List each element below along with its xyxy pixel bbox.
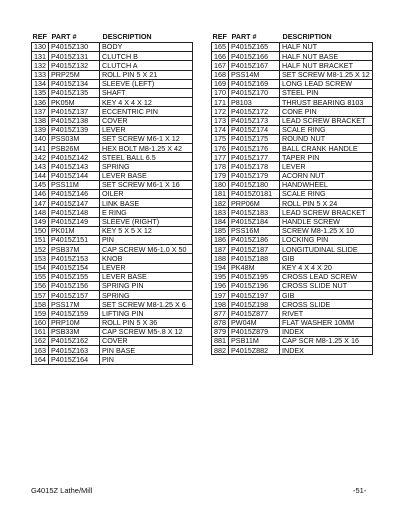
description-cell: CROSS LEAD SCREW <box>280 272 373 281</box>
part-number-cell: P4015Z188 <box>229 254 280 263</box>
ref-cell: 188 <box>212 254 229 263</box>
description-cell: LIFTING PIN <box>100 309 193 318</box>
ref-cell: 179 <box>212 171 229 180</box>
part-number-cell: P4015Z179 <box>229 171 280 180</box>
table-row <box>32 107 193 116</box>
table-row <box>32 208 193 217</box>
part-number-cell: P4015Z139 <box>49 125 100 134</box>
ref-cell: 150 <box>32 226 49 235</box>
table-row <box>32 291 193 300</box>
part-number-cell: P4015Z144 <box>49 171 100 180</box>
description-cell: RIVET <box>280 309 373 318</box>
description-cell: LEVER <box>100 263 193 272</box>
description-cell: ROUND NUT <box>280 134 373 143</box>
description-cell: CONE PIN <box>280 107 373 116</box>
ref-cell: 163 <box>32 346 49 355</box>
table-row <box>212 190 373 199</box>
description-cell: SCALE RING <box>280 190 373 199</box>
description-cell: HALF NUT <box>280 43 373 52</box>
table-row <box>212 245 373 254</box>
table-row <box>212 272 373 281</box>
ref-cell: 184 <box>212 217 229 226</box>
part-number-cell: P4015Z143 <box>49 162 100 171</box>
part-number-cell: P4015Z130 <box>49 43 100 52</box>
ref-cell: 162 <box>32 337 49 346</box>
part-number-cell: P4015Z165 <box>229 43 280 52</box>
part-number-cell: P4015Z198 <box>229 300 280 309</box>
ref-cell: 156 <box>32 281 49 290</box>
part-number-cell: PK48M <box>229 263 280 272</box>
description-cell: CAP SCREW M5-.8 X 12 <box>100 327 193 336</box>
table-row <box>32 171 193 180</box>
table-row <box>32 226 193 235</box>
description-cell: ROLL PIN 5 X 21 <box>100 70 193 79</box>
description-cell: LONG LEAD SCREW <box>280 79 373 88</box>
ref-cell: 173 <box>212 116 229 125</box>
part-number-cell: P4015Z877 <box>229 309 280 318</box>
description-cell: SET SCREW M6-1 X 16 <box>100 180 193 189</box>
part-number-cell: P4015Z172 <box>229 107 280 116</box>
part-number-cell: P4015Z142 <box>49 153 100 162</box>
ref-header: REF <box>32 32 47 42</box>
part-number-cell: P4015Z164 <box>49 355 100 364</box>
table-row <box>32 263 193 272</box>
table-header-row <box>32 33 193 43</box>
ref-cell: 178 <box>212 162 229 171</box>
description-cell: SHAFT <box>100 88 193 97</box>
ref-cell: 154 <box>32 263 49 272</box>
table-row <box>212 116 373 125</box>
part-number-cell: P4015Z134 <box>49 79 100 88</box>
part-number-cell: P8103 <box>229 98 280 107</box>
table-row <box>32 162 193 171</box>
ref-cell: 153 <box>32 254 49 263</box>
table-row <box>212 88 373 97</box>
table-row <box>32 254 193 263</box>
description-cell: CAP SCR M8-1.25 X 16 <box>280 337 373 346</box>
part-number-cell: P4015Z174 <box>229 125 280 134</box>
part-number-cell: P4015Z196 <box>229 281 280 290</box>
table-row <box>32 144 193 153</box>
description-cell: GIB <box>280 254 373 263</box>
ref-cell: 140 <box>32 134 49 143</box>
part-header: PART # <box>51 32 77 42</box>
part-number-cell: P4015Z149 <box>49 217 100 226</box>
ref-cell: 160 <box>32 318 49 327</box>
description-cell: LEAD SCREW BRACKET <box>280 116 373 125</box>
ref-cell: 176 <box>212 144 229 153</box>
part-number-cell: PSS14M <box>229 70 280 79</box>
description-cell: SLEEVE (LEFT) <box>100 79 193 88</box>
table-row <box>212 162 373 171</box>
table-row <box>32 180 193 189</box>
ref-cell: 182 <box>212 199 229 208</box>
ref-cell: 877 <box>212 309 229 318</box>
description-cell: GIB <box>280 291 373 300</box>
ref-cell: 142 <box>32 153 49 162</box>
description-cell: BODY <box>100 43 193 52</box>
table-row <box>212 254 373 263</box>
footer-page-number: -51- <box>353 486 367 495</box>
table-row <box>212 346 373 355</box>
ref-cell: 174 <box>212 125 229 134</box>
table-row <box>32 134 193 143</box>
description-cell: CLUTCH A <box>100 61 193 70</box>
ref-cell: 172 <box>212 107 229 116</box>
ref-cell: 151 <box>32 235 49 244</box>
part-number-cell: PSB33M <box>49 327 100 336</box>
part-number-cell: PW04M <box>229 318 280 327</box>
description-cell: KEY 4 X 4 X 12 <box>100 98 193 107</box>
description-cell: KNOB <box>100 254 193 263</box>
part-number-cell: P4015Z197 <box>229 291 280 300</box>
ref-cell: 879 <box>212 327 229 336</box>
ref-cell: 141 <box>32 144 49 153</box>
description-cell: BALL CRANK HANDLE <box>280 144 373 153</box>
table-row <box>32 235 193 244</box>
ref-cell: 882 <box>212 346 229 355</box>
description-cell: LOCKING PIN <box>280 235 373 244</box>
description-cell: OILER <box>100 190 193 199</box>
part-number-cell: P4015Z162 <box>49 337 100 346</box>
ref-cell: 170 <box>212 88 229 97</box>
part-number-cell: P4015Z187 <box>229 245 280 254</box>
table-row <box>212 107 373 116</box>
part-number-cell: P4015Z177 <box>229 153 280 162</box>
part-header: PART # <box>231 32 257 42</box>
part-number-cell: P4015Z148 <box>49 208 100 217</box>
ref-cell: 159 <box>32 309 49 318</box>
table-row <box>212 235 373 244</box>
description-cell: HANDLE SCREW <box>280 217 373 226</box>
table-row <box>212 153 373 162</box>
part-number-cell: P4015Z155 <box>49 272 100 281</box>
part-number-cell: PSS16M <box>229 226 280 235</box>
ref-cell: 147 <box>32 199 49 208</box>
table-row <box>212 291 373 300</box>
ref-cell: 198 <box>212 300 229 309</box>
ref-cell: 139 <box>32 125 49 134</box>
description-cell: ACORN NUT <box>280 171 373 180</box>
table-row <box>212 300 373 309</box>
table-row <box>32 125 193 134</box>
part-number-cell: P4015Z157 <box>49 291 100 300</box>
ref-cell: 181 <box>212 190 229 199</box>
description-cell: ECCENTRIC PIN <box>100 107 193 116</box>
table-row <box>212 52 373 61</box>
part-number-cell: P4015Z186 <box>229 235 280 244</box>
description-cell: PIN BASE <box>100 346 193 355</box>
table-row <box>32 153 193 162</box>
ref-cell: 155 <box>32 272 49 281</box>
part-number-cell: P4015Z153 <box>49 254 100 263</box>
table-row <box>32 98 193 107</box>
ref-cell: 157 <box>32 291 49 300</box>
table-row <box>32 217 193 226</box>
table-row <box>212 79 373 88</box>
ref-cell: 185 <box>212 226 229 235</box>
description-cell: HEX BOLT M8-1.25 X 42 <box>100 144 193 153</box>
description-cell: LEVER <box>280 162 373 171</box>
table-row <box>212 208 373 217</box>
table-row <box>32 309 193 318</box>
part-number-cell: P4015Z159 <box>49 309 100 318</box>
description-cell: HANDWHEEL <box>280 180 373 189</box>
ref-cell: 148 <box>32 208 49 217</box>
part-number-cell: P4015Z183 <box>229 208 280 217</box>
description-cell: ROLL PIN 5 X 36 <box>100 318 193 327</box>
description-cell: LEVER <box>100 125 193 134</box>
part-number-cell: P4015Z0181 <box>229 190 280 199</box>
description-cell: LEVER BASE <box>100 272 193 281</box>
description-cell: HALF NUT BRACKET <box>280 61 373 70</box>
ref-cell: 171 <box>212 98 229 107</box>
part-number-cell: P4015Z156 <box>49 281 100 290</box>
description-cell: PIN <box>100 235 193 244</box>
part-number-cell: P4015Z195 <box>229 272 280 281</box>
table-row <box>32 88 193 97</box>
part-number-cell: P4015Z166 <box>229 52 280 61</box>
table-row <box>212 309 373 318</box>
ref-cell: 130 <box>32 43 49 52</box>
table-row <box>212 180 373 189</box>
part-number-cell: P4015Z137 <box>49 107 100 116</box>
part-number-cell: PSB26M <box>49 144 100 153</box>
description-cell: SET SCREW M8-1.25 X 6 <box>100 300 193 309</box>
ref-cell: 143 <box>32 162 49 171</box>
part-number-cell: P4015Z167 <box>229 61 280 70</box>
table-row <box>32 327 193 336</box>
description-cell: KEY 5 X 5 X 12 <box>100 226 193 235</box>
description-cell: ROLL PIN 5 X 24 <box>280 199 373 208</box>
description-cell: SCALE RING <box>280 125 373 134</box>
table-row <box>212 98 373 107</box>
part-number-cell: P4015Z882 <box>229 346 280 355</box>
table-row <box>212 263 373 272</box>
table-row <box>32 116 193 125</box>
description-cell: LEAD SCREW BRACKET <box>280 208 373 217</box>
part-number-cell: PSB11M <box>229 337 280 346</box>
description-cell: SCREW M8-1.25 X 10 <box>280 226 373 235</box>
part-number-cell: P4015Z147 <box>49 199 100 208</box>
table-row <box>32 43 193 52</box>
part-number-cell: P4015Z154 <box>49 263 100 272</box>
description-header: DESCRIPTION <box>282 32 332 42</box>
part-number-cell: PRP10M <box>49 318 100 327</box>
description-cell: COVER <box>100 337 193 346</box>
ref-cell: 136 <box>32 98 49 107</box>
ref-cell: 133 <box>32 70 49 79</box>
description-cell: STEEL PIN <box>280 88 373 97</box>
footer-model-name: G4015Z Lathe/Mill <box>31 486 93 495</box>
description-cell: STEEL BALL 6.5 <box>100 153 193 162</box>
parts-table-left <box>31 33 193 365</box>
table-header-row <box>212 33 373 43</box>
ref-cell: 186 <box>212 235 229 244</box>
part-number-cell: PSS11M <box>49 180 100 189</box>
description-cell: INDEX <box>280 327 373 336</box>
ref-cell: 137 <box>32 107 49 116</box>
description-cell: CLUTCH B <box>100 52 193 61</box>
part-number-cell: P4015Z146 <box>49 190 100 199</box>
ref-cell: 169 <box>212 79 229 88</box>
part-number-cell: PRP06M <box>229 199 280 208</box>
part-number-cell: PSS17M <box>49 300 100 309</box>
description-cell: CAP SCREW M6-1.0 X 50 <box>100 245 193 254</box>
table-row <box>212 318 373 327</box>
part-number-cell: P4015Z173 <box>229 116 280 125</box>
ref-cell: 165 <box>212 43 229 52</box>
description-cell: THRUST BEARING 8103 <box>280 98 373 107</box>
table-row <box>212 70 373 79</box>
ref-cell: 138 <box>32 116 49 125</box>
description-cell: PIN <box>100 355 193 364</box>
table-row <box>32 79 193 88</box>
part-number-cell: PK05M <box>49 98 100 107</box>
description-cell: SPRING <box>100 162 193 171</box>
ref-cell: 152 <box>32 245 49 254</box>
parts-table-right <box>211 33 373 355</box>
ref-cell: 134 <box>32 79 49 88</box>
ref-cell: 878 <box>212 318 229 327</box>
ref-cell: 177 <box>212 153 229 162</box>
table-row <box>32 281 193 290</box>
ref-cell: 167 <box>212 61 229 70</box>
part-number-cell: PSS03M <box>49 134 100 143</box>
description-cell: CROSS SLIDE <box>280 300 373 309</box>
part-number-cell: P4015Z180 <box>229 180 280 189</box>
ref-cell: 183 <box>212 208 229 217</box>
table-row <box>212 337 373 346</box>
ref-cell: 144 <box>32 171 49 180</box>
ref-cell: 175 <box>212 134 229 143</box>
part-number-cell: P4015Z176 <box>229 144 280 153</box>
ref-cell: 161 <box>32 327 49 336</box>
table-row <box>32 245 193 254</box>
table-row <box>32 199 193 208</box>
table-row <box>32 355 193 364</box>
description-header: DESCRIPTION <box>102 32 152 42</box>
description-cell: SPRING <box>100 291 193 300</box>
part-number-cell: PRP25M <box>49 70 100 79</box>
description-cell: E RING <box>100 208 193 217</box>
description-cell: LEVER BASE <box>100 171 193 180</box>
ref-cell: 881 <box>212 337 229 346</box>
table-row <box>32 190 193 199</box>
part-number-cell: PSB37M <box>49 245 100 254</box>
description-cell: KEY 4 X 4 X 20 <box>280 263 373 272</box>
table-row <box>32 70 193 79</box>
ref-cell: 187 <box>212 245 229 254</box>
table-row <box>212 61 373 70</box>
table-row <box>212 281 373 290</box>
part-number-cell: P4015Z138 <box>49 116 100 125</box>
table-row <box>212 226 373 235</box>
table-row <box>32 346 193 355</box>
table-row <box>212 217 373 226</box>
ref-cell: 194 <box>212 263 229 272</box>
ref-cell: 146 <box>32 190 49 199</box>
table-row <box>212 125 373 134</box>
table-row <box>212 327 373 336</box>
ref-cell: 166 <box>212 52 229 61</box>
ref-cell: 145 <box>32 180 49 189</box>
part-number-cell: P4015Z178 <box>229 162 280 171</box>
description-cell: FLAT WASHER 10MM <box>280 318 373 327</box>
table-row <box>212 171 373 180</box>
ref-cell: 197 <box>212 291 229 300</box>
ref-cell: 149 <box>32 217 49 226</box>
ref-cell: 135 <box>32 88 49 97</box>
description-cell: SPRING PIN <box>100 281 193 290</box>
ref-cell: 158 <box>32 300 49 309</box>
ref-cell: 164 <box>32 355 49 364</box>
part-number-cell: P4015Z879 <box>229 327 280 336</box>
part-number-cell: P4015Z170 <box>229 88 280 97</box>
part-number-cell: P4015Z169 <box>229 79 280 88</box>
table-row <box>212 134 373 143</box>
ref-cell: 168 <box>212 70 229 79</box>
description-cell: CROSS SLIDE NUT <box>280 281 373 290</box>
table-row <box>32 272 193 281</box>
description-cell: SET SCREW M8-1.25 X 12 <box>280 70 373 79</box>
part-number-cell: P4015Z132 <box>49 61 100 70</box>
ref-cell: 180 <box>212 180 229 189</box>
part-number-cell: P4015Z131 <box>49 52 100 61</box>
ref-cell: 196 <box>212 281 229 290</box>
part-number-cell: P4015Z163 <box>49 346 100 355</box>
table-row <box>212 43 373 52</box>
table-row <box>32 61 193 70</box>
table-row <box>32 337 193 346</box>
ref-header: REF <box>212 32 227 42</box>
table-row <box>32 52 193 61</box>
table-row <box>32 318 193 327</box>
description-cell: LONGITUDINAL SLIDE <box>280 245 373 254</box>
description-cell: INDEX <box>280 346 373 355</box>
description-cell: LINK BASE <box>100 199 193 208</box>
description-cell: SLEEVE (RIGHT) <box>100 217 193 226</box>
table-row <box>32 300 193 309</box>
part-number-cell: P4015Z175 <box>229 134 280 143</box>
ref-cell: 132 <box>32 61 49 70</box>
part-number-cell: P4015Z184 <box>229 217 280 226</box>
description-cell: COVER <box>100 116 193 125</box>
ref-cell: 195 <box>212 272 229 281</box>
part-number-cell: P4015Z151 <box>49 235 100 244</box>
description-cell: TAPER PIN <box>280 153 373 162</box>
description-cell: SET SCREW M6-1 X 12 <box>100 134 193 143</box>
description-cell: HALF NUT BASE <box>280 52 373 61</box>
ref-cell: 131 <box>32 52 49 61</box>
table-row <box>212 144 373 153</box>
part-number-cell: PK01M <box>49 226 100 235</box>
part-number-cell: P4015Z135 <box>49 88 100 97</box>
table-row <box>212 199 373 208</box>
